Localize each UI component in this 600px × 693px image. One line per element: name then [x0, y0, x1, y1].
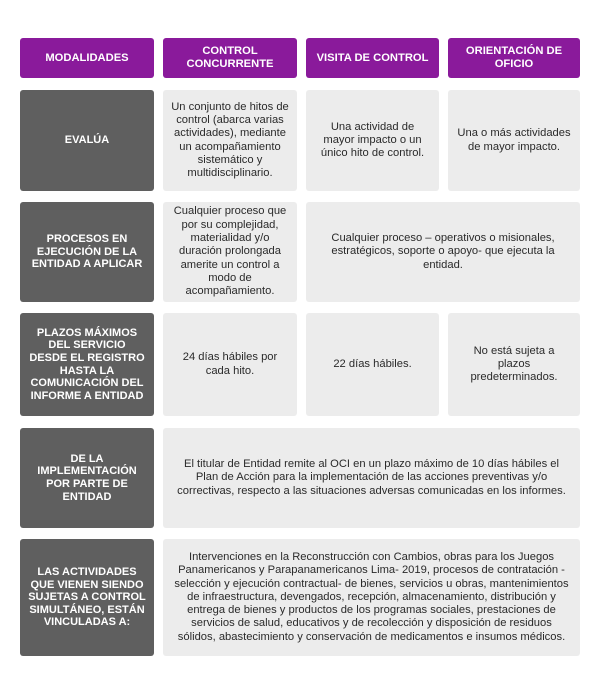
header-visita-control: [306, 38, 439, 78]
row-label-evalua-text: EVALÚA: [64, 134, 110, 147]
row-label-evalua: [20, 90, 154, 191]
cell-evalua-control-concurrente: [163, 90, 297, 191]
row-label-actividades: [20, 539, 154, 656]
cell-procesos-otros-text: Cualquier proceso – operativos o misionales, estratégicos, soporte o apoyo- que ejecuta la entidad.: [331, 232, 555, 271]
cell-implementacion-text-content: El titular de Entidad remite al OCI en un plazo máximo de 10 días hábiles el Plan de Acción para la implementación de las acciones preventivas y/o correctivas, respecto a las situaciones adversas comunicadas en los informes.: [177, 458, 566, 497]
row-label-actividades-text: LAS ACTIVIDADES QUE VIENEN SIENDO SUJETAS A CONTROL SIMULTÁNEO, ESTÁN VINCULADAS A:: [28, 566, 146, 629]
cell-procesos-control-concurrente-text: Cualquier proceso que por su complejidad, materialidad y/o duración prolongada amerite un control a modo de acompañamiento.: [173, 205, 287, 298]
row-label-procesos: [20, 202, 154, 302]
row-label-plazos: [20, 313, 154, 416]
header-modalidades-text: MODALIDADES: [45, 51, 129, 64]
cell-plazos-control-concurrente: [163, 313, 297, 416]
cell-evalua-visita-control-text: Una actividad de mayor impacto o un único hito de control.: [320, 120, 425, 160]
row-label-implementacion-text: DE LA IMPLEMENTACIÓN POR PARTE DE ENTIDAD: [37, 452, 137, 503]
cell-evalua-visita-control: [306, 90, 439, 191]
cell-actividades-text: [163, 539, 580, 656]
row-label-procesos-text: PROCESOS EN EJECUCIÓN DE LA ENTIDAD A APLICAR: [31, 233, 143, 271]
cell-actividades-text-content: Intervenciones en la Reconstrucción con Cambios, obras para los Juegos Panamericanos y Parapanamericanos Lima- 2019, procesos de contratación - selección y ejecución contractual- de bienes, servicios u obras, mantenimientos de infraestructura, devengados, recepción, almacenamiento, distribución y entrega de bienes y productos de los programas sociales, prestaciones de servicios de salud, educativos y de recolección y disposición de residuos sólidos, abastecimiento y conservación de medicamentos e insumos médicos.: [174, 550, 569, 643]
cell-evalua-control-concurrente-text: Un conjunto de hitos de control (abarca varias actividades), mediante un acompañamiento sistemático y multidisciplinario.: [171, 100, 289, 180]
header-control-concurrente: [163, 38, 297, 78]
cell-plazos-visita-control-text: 22 días hábiles.: [333, 357, 412, 370]
row-label-implementacion: [20, 428, 154, 528]
header-orientacion-oficio-text: ORIENTACIÓN DE OFICIO: [465, 45, 563, 70]
cell-plazos-control-concurrente-text: 24 días hábiles por cada hito.: [182, 351, 278, 377]
cell-evalua-orientacion-oficio-text: Una o más actividades de mayor impacto.: [457, 127, 571, 153]
cell-procesos-otros: [306, 202, 580, 302]
cell-plazos-orientacion-oficio-text: No está sujeta a plazos predeterminados.: [470, 344, 558, 384]
cell-evalua-orientacion-oficio: [448, 90, 580, 191]
row-label-plazos-text: PLAZOS MÁXIMOS DEL SERVICIO DESDE EL REGISTRO HASTA LA COMUNICACIÓN DEL INFORME A ENTIDAD: [29, 326, 145, 402]
cell-plazos-visita-control: [306, 313, 439, 416]
header-orientacion-oficio: [448, 38, 580, 78]
cell-procesos-control-concurrente: [163, 202, 297, 302]
cell-implementacion-text: [163, 428, 580, 528]
cell-plazos-orientacion-oficio: [448, 313, 580, 416]
header-visita-control-text: VISITA DE CONTROL: [316, 51, 429, 64]
header-control-concurrente-text: CONTROL CONCURRENTE: [186, 45, 274, 70]
header-modalidades: [20, 38, 154, 78]
